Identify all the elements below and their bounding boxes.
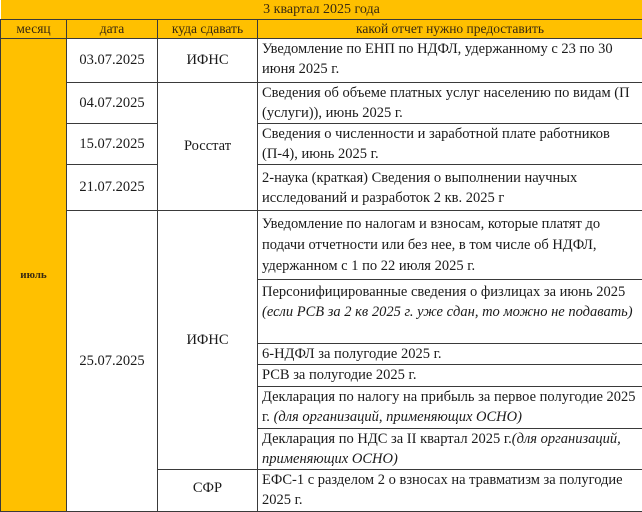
date-cell: 03.07.2025	[67, 39, 158, 83]
date-cell: 25.07.2025	[67, 211, 158, 512]
header-row	[1, 20, 642, 39]
report-text: Уведомление по ЕНП по НДФЛ, удержанному с 23 по 30 июня 2025 г.	[262, 41, 613, 77]
report-cell	[258, 429, 642, 470]
report-note: (для организаций, применяющих ОСНО)	[274, 409, 522, 425]
report-cell	[258, 39, 642, 83]
table-row	[1, 39, 642, 83]
table-row	[1, 211, 642, 280]
report-text: ЕФС-1 с разделом 2 о взносах на травматизм за полугодие 2025 г.	[262, 472, 623, 508]
report-cell	[258, 387, 642, 429]
report-text: Сведения о численности и заработной плате работников (П-4), июнь 2025 г.	[262, 126, 610, 162]
report-text: Декларация по налогу на прибыль за первое полугодие 2025 г.	[262, 389, 636, 425]
table-row	[1, 165, 642, 211]
date-cell: 21.07.2025	[67, 165, 158, 211]
where-cell: Росстат	[158, 83, 258, 211]
report-cell	[258, 124, 642, 165]
table-row	[1, 124, 642, 165]
report-cell	[258, 165, 642, 211]
report-cell	[258, 344, 642, 365]
where-cell: СФР	[158, 470, 258, 512]
table-title: 3 квартал 2025 года	[1, 0, 642, 20]
report-cell	[258, 365, 642, 387]
date-cell: 04.07.2025	[67, 83, 158, 124]
report-text: Декларация по НДС за II квартал 2025 г.	[262, 431, 512, 447]
report-cell	[258, 83, 642, 124]
report-cell	[258, 470, 642, 512]
month-cell: июль	[1, 39, 67, 512]
report-cell	[258, 211, 642, 280]
report-text: Уведомление по налогам и взносам, которые платят до подачи отчетности или без нее, в том числе об НДФЛ, удержанном с 1 по 22 июля 2025 г.	[262, 216, 600, 274]
report-text: Персонифицированные сведения о физлицах за июнь 2025	[262, 284, 625, 300]
report-text: Сведения об объеме платных услуг населению по видам (П (услуги)), июнь 2025 г.	[262, 85, 630, 121]
report-note: (если РСВ за 2 кв 2025 г. уже сдан, то можно не подавать)	[262, 304, 633, 320]
where-cell: ИФНС	[158, 211, 258, 470]
header-month: месяц	[1, 20, 67, 39]
report-text: РСВ за полугодие 2025 г.	[262, 367, 416, 383]
table-row	[1, 83, 642, 124]
header-date: дата	[67, 20, 158, 39]
date-cell: 15.07.2025	[67, 124, 158, 165]
where-cell: ИФНС	[158, 39, 258, 83]
report-text: 6-НДФЛ за полугодие 2025 г.	[262, 346, 442, 362]
report-note: (для организаций, применяющих ОСНО)	[262, 431, 621, 467]
report-cell	[258, 280, 642, 344]
header-report: какой отчет нужно предоставить	[258, 20, 642, 39]
report-text: 2-наука (краткая) Сведения о выполнении научных исследований и разработок 2 кв. 2025 г	[262, 170, 577, 206]
header-where: куда сдавать	[158, 20, 258, 39]
